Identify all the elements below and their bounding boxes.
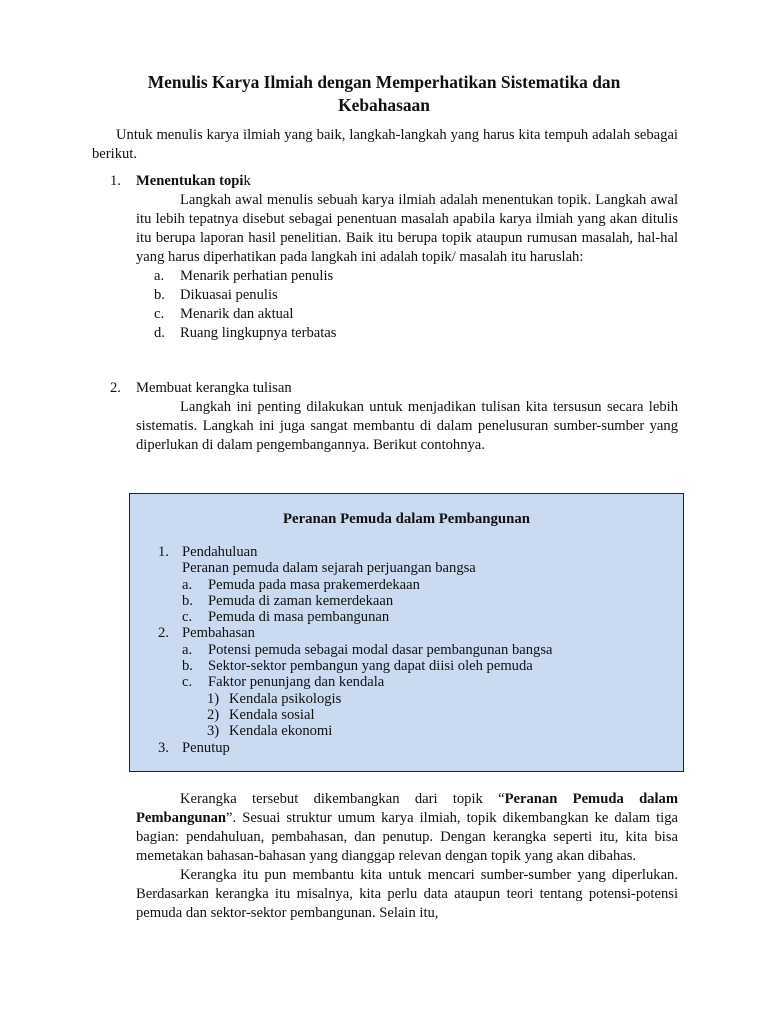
- intro-paragraph: Untuk menulis karya ilmiah yang baik, langkah-langkah yang harus kita tempuh adalah sebagai berikut.: [92, 127, 678, 162]
- outline-row-number: [158, 560, 182, 576]
- outline-row-text: Sektor-sektor pembangun yang dapat diisi oleh pemuda: [208, 658, 533, 675]
- outline-row-number: 1.: [158, 544, 169, 560]
- list-marker: a.: [154, 268, 165, 284]
- outline-row-text: Kendala psikologis: [229, 690, 342, 707]
- closing-paragraph-2: Kerangka itu pun membantu kita untuk mencari sumber-sumber yang diperlukan. Berdasarkan kerangka itu misalnya, kita perlu data ataupun teori tentang potensi-potensi pemuda dan sektor-sektor pembangunan. Selain itu,: [136, 867, 678, 921]
- section-1-list: [136, 267, 678, 343]
- closing-paragraph-1: [136, 790, 678, 866]
- outline-row-text: Pemuda di masa pembangunan: [208, 609, 390, 626]
- outline-list: [158, 544, 678, 756]
- list-marker: d.: [154, 325, 165, 341]
- outline-row: [158, 544, 678, 560]
- section-1-number: 1.: [110, 173, 121, 189]
- outline-row-number: 3): [207, 723, 220, 740]
- outline-row: [158, 642, 678, 658]
- outline-row-text: Faktor penunjang dan kendala: [208, 674, 385, 691]
- outline-row-text: Pemuda pada masa prakemerdekaan: [208, 576, 420, 593]
- list-item: [136, 305, 678, 324]
- list-item-text: Dikuasai penulis: [180, 287, 278, 303]
- section-1-paragraph: Langkah awal menulis sebuah karya ilmiah adalah menentukan topik. Langkah awal itu lebih tepatnya disebut sebagai penentuan masalah apabila karya ilmiah yang akan ditulis itu berupa laporan hasil penelitian. Baik itu berupa topik ataupun rumusan masalah, hal-hal yang harus diperhatikan pada langkah ini adalah topik/ masalah itu haruslah:: [136, 192, 678, 265]
- list-item: [136, 324, 678, 343]
- outline-row: [158, 674, 678, 690]
- outline-row-number: 3.: [158, 739, 169, 756]
- outline-row-number: b.: [182, 592, 193, 609]
- outline-row-number: a.: [182, 576, 193, 593]
- outline-row: [158, 740, 678, 756]
- outline-row: [158, 691, 678, 707]
- title-line-1: Menulis Karya Ilmiah dengan Memperhatikan Sistematika dan: [147, 72, 621, 92]
- outline-row-number: b.: [182, 658, 193, 675]
- section-2-heading: [110, 379, 678, 398]
- outline-row-text: Pendahuluan: [182, 544, 258, 560]
- outline-row: [158, 723, 678, 739]
- closing-p1-start: Kerangka tersebut dikembangkan dari topik “: [180, 791, 505, 807]
- outline-row-text: Peranan pemuda dalam sejarah perjuangan bangsa: [182, 560, 476, 577]
- outline-row: [158, 609, 678, 625]
- outline-title: Peranan Pemuda dalam Pembangunan: [282, 511, 531, 527]
- outline-example-box: [129, 493, 684, 772]
- outline-row-number: 2): [207, 706, 220, 723]
- outline-row: [158, 625, 678, 641]
- outline-row-number: 1): [207, 690, 220, 707]
- closing-paragraphs: [136, 790, 678, 923]
- section-1: [110, 172, 678, 343]
- outline-row-number: c.: [182, 609, 193, 626]
- closing-p1-end: ”. Sesuai struktur umum karya ilmiah, topik dikembangkan ke dalam tiga bagian: pendahuluan, pembahasan, dan penutup. Dengan kerangka seperti itu, kita bisa memetakan bahasan-bahasan yang dianggap relevan dengan topik yang akan dibahas.: [136, 810, 678, 864]
- list-item-text: Menarik dan aktual: [180, 306, 294, 322]
- outline-row-text: Kendala ekonomi: [229, 723, 333, 740]
- outline-row-number: a.: [182, 641, 193, 658]
- section-2-heading-text: Membuat kerangka tulisan: [136, 380, 292, 396]
- outline-row: [158, 658, 678, 674]
- section-2: [110, 379, 678, 455]
- section-1-heading-bold: Menentukan topi: [136, 173, 244, 189]
- list-item: [136, 286, 678, 305]
- outline-row-text: Pemuda di zaman kemerdekaan: [208, 592, 394, 609]
- section-2-number: 2.: [110, 380, 121, 396]
- section-2-paragraph: Langkah ini penting dilakukan untuk menjadikan tulisan kita tersusun secara lebih sistematis. Langkah ini juga sangat membantu di dalam penelusuran sumber-sumber yang diperlukan di dalam pengembangannya. Berikut contohnya.: [136, 399, 678, 453]
- list-item-text: Menarik perhatian penulis: [180, 268, 334, 284]
- list-item: [136, 267, 678, 286]
- document-title: [92, 71, 676, 117]
- outline-row-text: Pembahasan: [182, 625, 255, 642]
- list-item-text: Ruang lingkupnya terbatas: [180, 325, 337, 341]
- closing-p1-bold-topic: Peranan Pemuda dalam Pembangunan: [136, 791, 678, 826]
- outline-row: [158, 577, 678, 593]
- outline-row-number: c.: [182, 674, 193, 691]
- outline-row-text: Penutup: [182, 739, 230, 756]
- list-marker: c.: [154, 306, 165, 322]
- title-line-2: Kebahasaan: [338, 95, 430, 115]
- outline-row-number: 2.: [158, 625, 169, 642]
- section-1-heading: [110, 172, 678, 191]
- outline-row-text: Kendala sosial: [229, 706, 315, 723]
- list-marker: b.: [154, 287, 165, 303]
- outline-row: [158, 593, 678, 609]
- outline-row-text: Potensi pemuda sebagai modal dasar pembangunan bangsa: [208, 641, 553, 658]
- outline-row: [158, 707, 678, 723]
- outline-row: [158, 560, 678, 576]
- section-1-heading-tail: k: [243, 173, 251, 189]
